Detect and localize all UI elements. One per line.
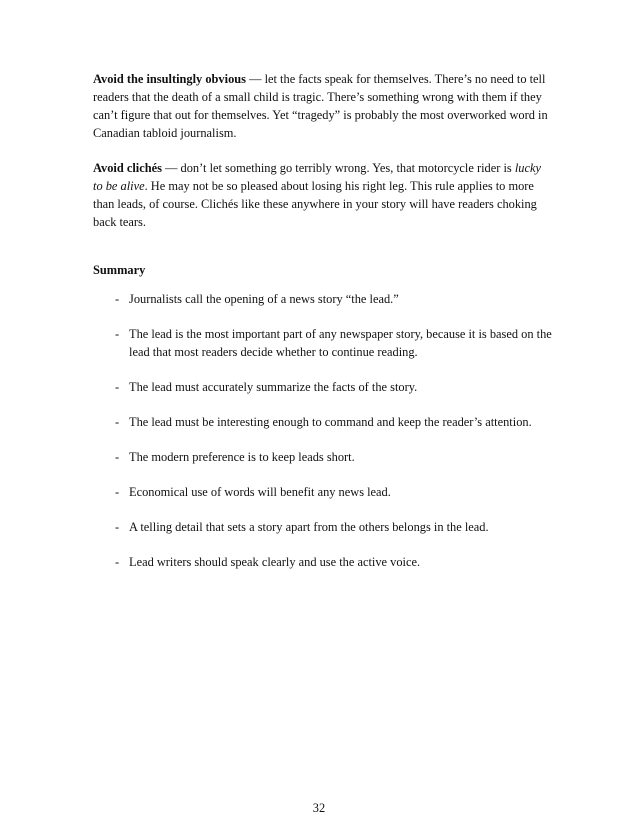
list-item: [93, 290, 553, 308]
list-item: [93, 518, 553, 536]
paragraph-heading: Avoid clichés: [93, 161, 162, 175]
list-item-text: Lead writers should speak clearly and use the active voice.: [129, 555, 421, 569]
list-item-text: The lead must be interesting enough to command and keep the reader’s attention.: [129, 415, 532, 429]
bullet-dash: -: [115, 292, 120, 306]
paragraph-avoid-cliches: [93, 159, 553, 231]
paragraph-body: — don’t let something go terribly wrong. Yes, that motorcycle rider is: [161, 161, 515, 175]
page-content: [93, 70, 553, 588]
list-item-text: The modern preference is to keep leads short.: [129, 450, 355, 464]
paragraph-italic-phrase: lucky to be alive: [93, 161, 541, 193]
summary-heading: Summary: [93, 263, 146, 277]
paragraph-body: . He may not be so pleased about losing his right leg. This rule applies to more than leads, of course. Clichés like these anywhere in your story will have readers choking back tears.: [93, 179, 537, 229]
list-item: [93, 553, 553, 571]
list-item: [93, 325, 553, 361]
list-item-text: A telling detail that sets a story apart from the others belongs in the lead.: [129, 520, 489, 534]
list-item-text: The lead must accurately summarize the facts of the story.: [129, 380, 418, 394]
list-item-text: The lead is the most important part of any newspaper story, because it is based on the lead that most readers decide whether to continue reading.: [129, 327, 552, 359]
bullet-dash: -: [115, 450, 120, 464]
bullet-dash: -: [115, 415, 120, 429]
paragraph-avoid-obvious: [93, 70, 553, 142]
page-number: 32: [312, 801, 326, 815]
list-item: [93, 483, 553, 501]
bullet-dash: -: [115, 327, 120, 341]
list-item: [93, 378, 553, 396]
list-item: [93, 413, 553, 431]
list-item: [93, 448, 553, 466]
bullet-dash: -: [115, 485, 120, 499]
list-item-text: Economical use of words will benefit any news lead.: [129, 485, 391, 499]
bullet-dash: -: [115, 555, 120, 569]
paragraph-heading: Avoid the insultingly obvious: [93, 72, 246, 86]
paragraph-body: — let the facts speak for themselves. There’s no need to tell readers that the death of a small child is tragic. There’s something wrong with them if they can’t figure that out for themselves. Yet “tragedy” is probably the most overworked word in Canadian tabloid journalism.: [93, 72, 548, 140]
bullet-dash: -: [115, 380, 120, 394]
bullet-dash: -: [115, 520, 120, 534]
summary-list: [93, 290, 553, 571]
list-item-text: Journalists call the opening of a news story “the lead.”: [129, 292, 399, 306]
